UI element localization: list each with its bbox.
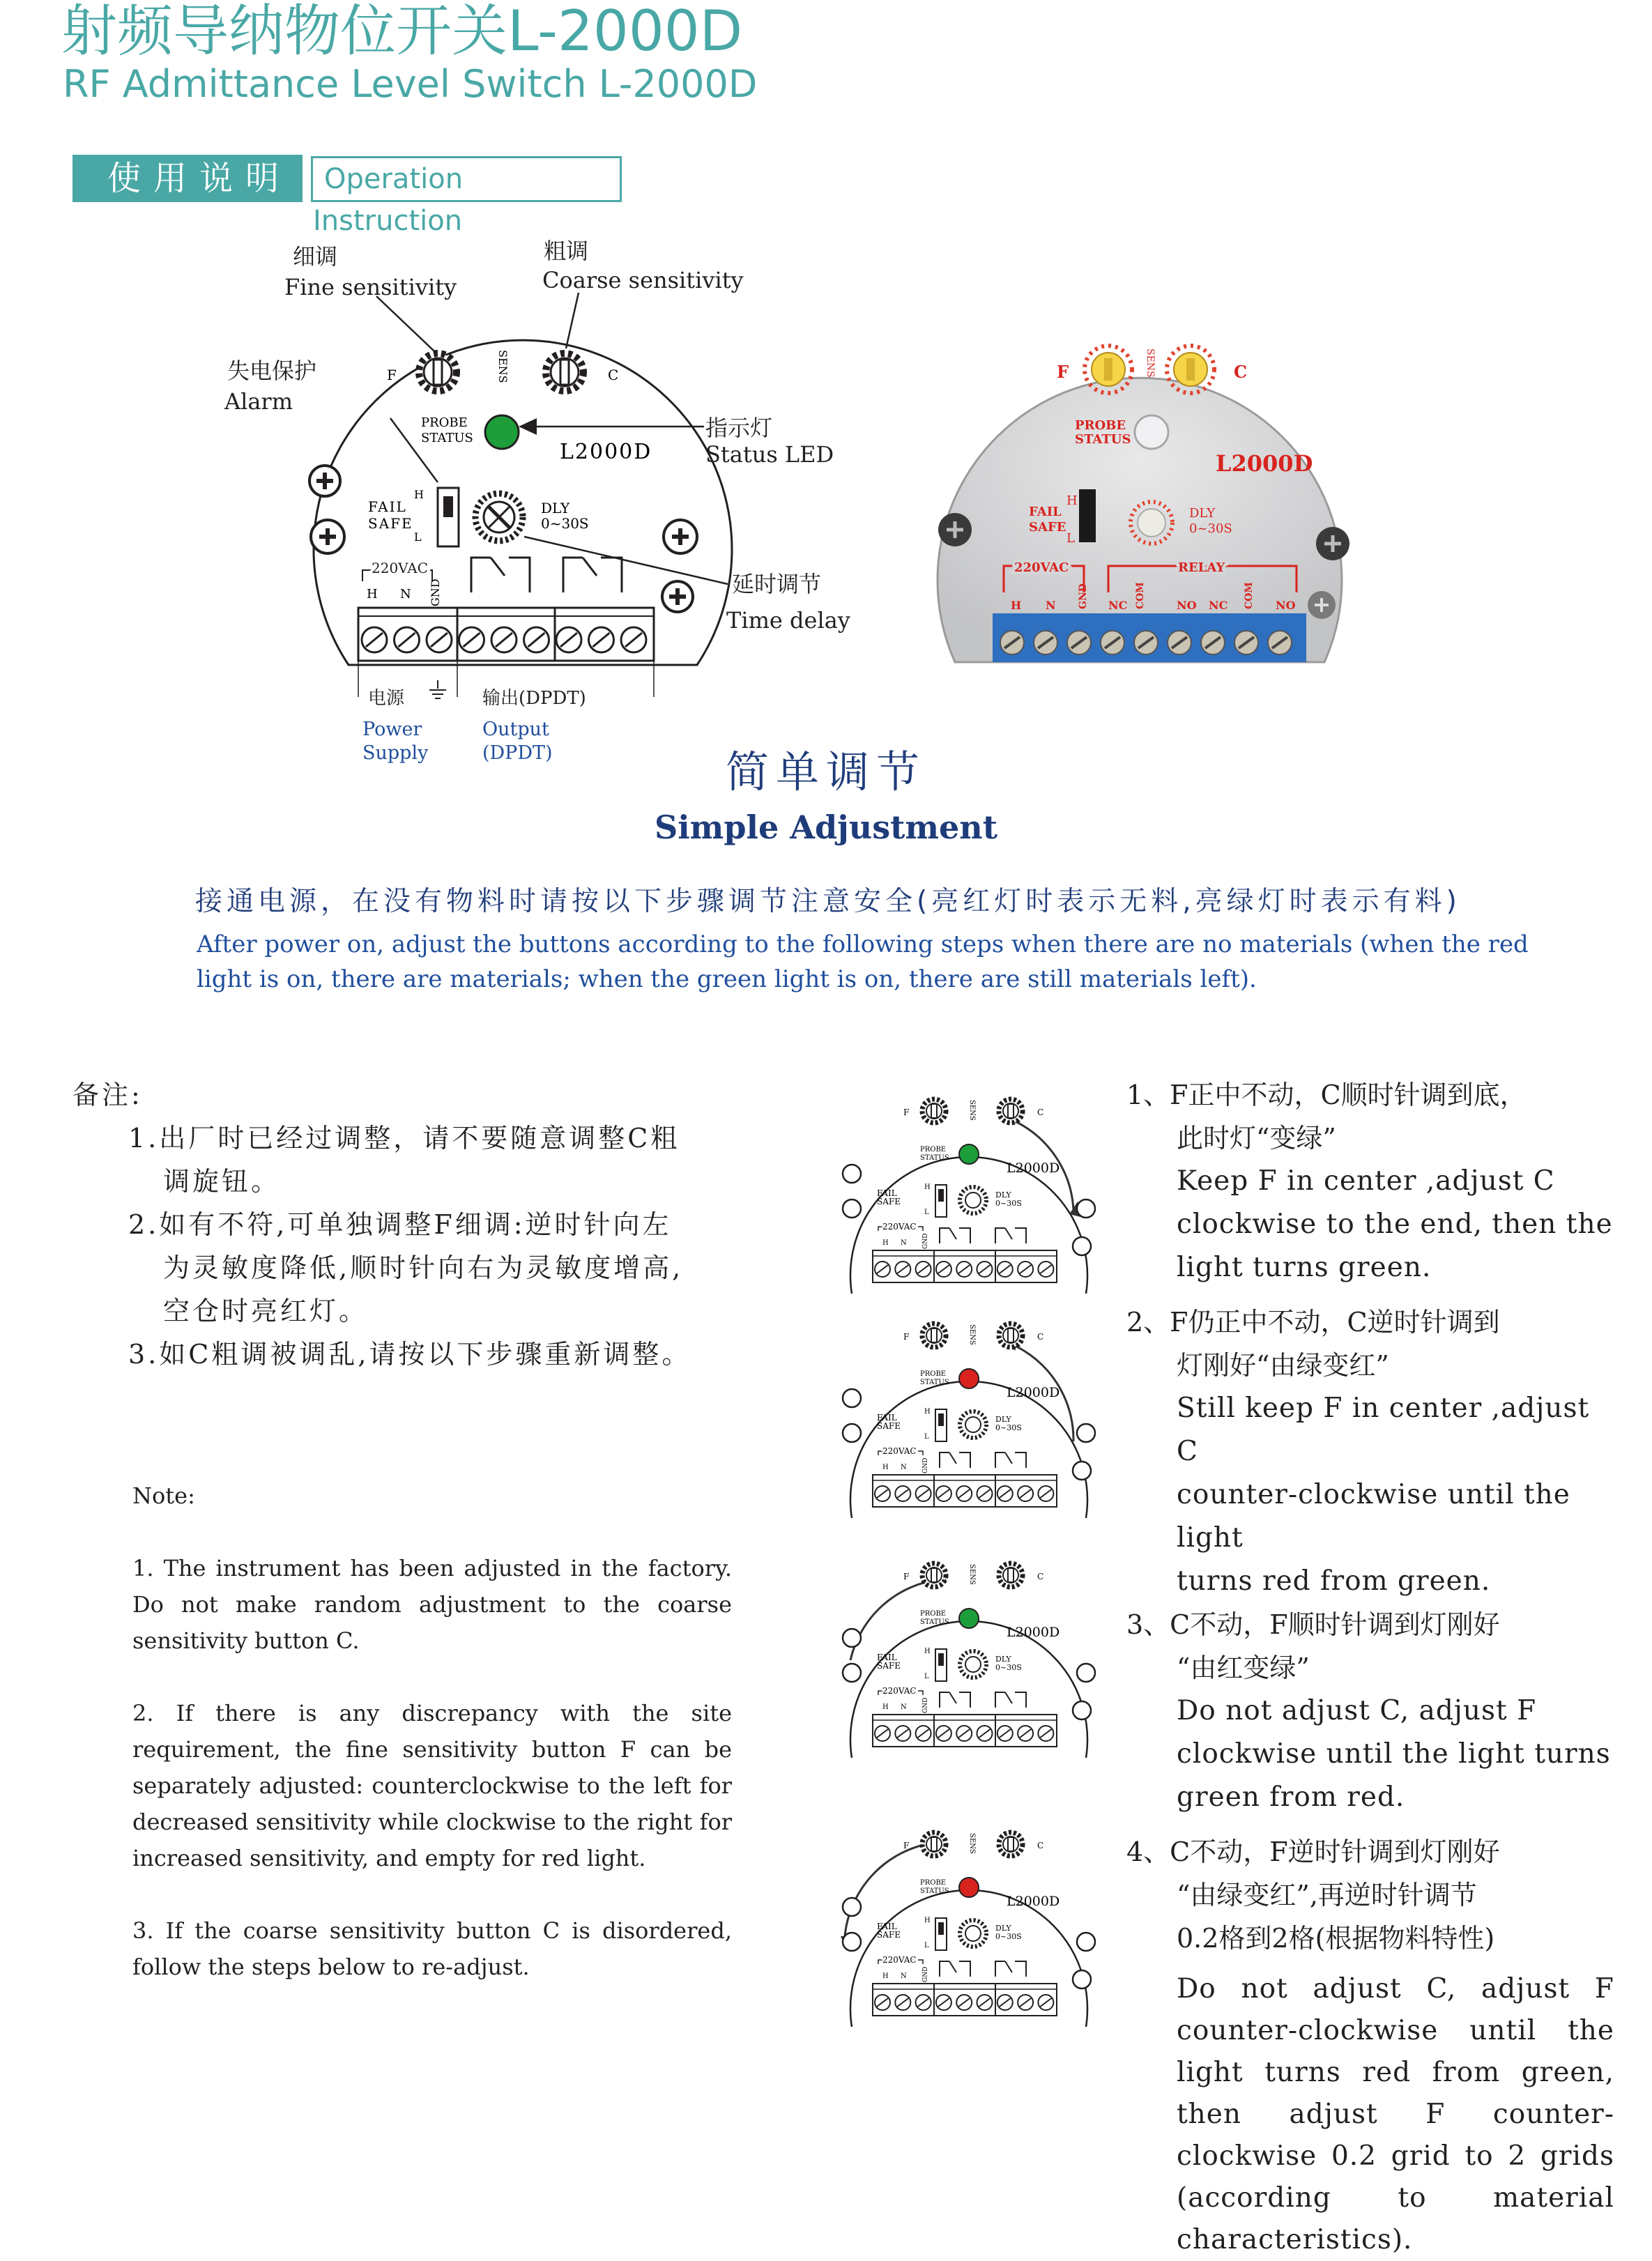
step4-cn-c: 0.2格到2格(根据物料特性)	[1177, 1923, 1495, 1954]
steps-column	[1126, 1073, 1614, 2261]
notes-en-head: Note:	[132, 1482, 195, 1509]
step3-cn-b: “由红变绿”	[1177, 1653, 1310, 1683]
photo-sens: SENS	[1145, 348, 1156, 378]
panel-model: L2000D	[560, 440, 652, 464]
svg-text:GND: GND	[922, 1457, 929, 1473]
svg-text:SENS: SENS	[968, 1100, 976, 1121]
svg-text:DLY: DLY	[995, 1924, 1011, 1933]
svg-text:L2000D: L2000D	[1007, 1160, 1060, 1176]
svg-text:L: L	[924, 1673, 929, 1680]
photo-term-gnd: GND	[1078, 583, 1089, 609]
svg-text:L2000D: L2000D	[1007, 1625, 1060, 1640]
simple-title-cn: 简单调节	[725, 746, 926, 797]
panel-sens: SENS	[496, 350, 510, 383]
coarse-knob-icon	[546, 353, 583, 391]
intro-cn: 接通电源，在没有物料时请按以下步骤调节注意安全(亮红灯时表示无料,亮绿灯时表示有料)	[195, 886, 1461, 917]
led-label-cn: 指示灯	[705, 415, 773, 441]
simple-title-en: Simple Adjustment	[654, 808, 997, 846]
step1-en-c: light turns green.	[1177, 1252, 1432, 1283]
product-photo	[934, 321, 1352, 697]
svg-text:N: N	[901, 1464, 907, 1471]
notes-cn-2c: 空仓时亮红灯。	[163, 1296, 369, 1326]
coarse-label-en: Coarse sensitivity	[542, 267, 744, 293]
panel-status: STATUS	[421, 431, 473, 445]
panel-gnd: GND	[429, 578, 442, 606]
notes-cn-1b: 调旋钮。	[163, 1166, 281, 1197]
svg-text:STATUS: STATUS	[920, 1379, 949, 1386]
step1-en-b: clockwise to the end, then the	[1177, 1209, 1613, 1240]
svg-text:STATUS: STATUS	[920, 1887, 949, 1895]
panel-h: H	[414, 488, 424, 501]
svg-text:0~30S: 0~30S	[995, 1663, 1022, 1672]
step2-en-a: Still keep F in center ,adjust C	[1177, 1393, 1590, 1467]
photo-term-com2: COM	[1244, 582, 1255, 609]
panel-probe: PROBE	[421, 415, 468, 430]
svg-text:STATUS: STATUS	[920, 1618, 949, 1626]
photo-term-h: H	[1011, 599, 1022, 612]
notes-cn-head: 备注:	[72, 1080, 143, 1110]
photo-f: F	[1057, 362, 1069, 382]
svg-text:F: F	[903, 1841, 910, 1850]
photo-term-nc2: NC	[1209, 599, 1228, 612]
svg-text:H: H	[924, 1917, 931, 1924]
coarse-label-cn: 粗调	[544, 238, 589, 264]
svg-text:DLY: DLY	[995, 1190, 1011, 1200]
step3-en-b: clockwise until the light turns	[1177, 1738, 1611, 1770]
svg-text:H: H	[882, 1703, 889, 1711]
page-subtitle: RF Admittance Level Switch L-2000D	[63, 62, 758, 106]
photo-term-no: NO	[1177, 599, 1197, 612]
svg-text:0~30S: 0~30S	[995, 1423, 1022, 1432]
panel-vac: 220VAC	[372, 560, 429, 576]
status-led-icon	[959, 1369, 979, 1388]
section-title-cn: 使用说明	[72, 155, 303, 202]
photo-model: L2000D	[1216, 450, 1313, 477]
svg-text:GND: GND	[922, 1697, 929, 1713]
step2-cn-a: 2、F仍正中不动，C逆时针调到	[1126, 1307, 1500, 1338]
svg-text:N: N	[901, 1703, 907, 1711]
svg-text:FAIL: FAIL	[877, 1188, 897, 1198]
step3-en-c: green from red.	[1177, 1781, 1405, 1813]
svg-text:C: C	[1037, 1107, 1044, 1117]
svg-text:PROBE: PROBE	[920, 1610, 947, 1618]
svg-text:SAFE: SAFE	[877, 1197, 901, 1206]
step3-cn-a: 3、C不动，F顺时针调到灯刚好	[1126, 1609, 1500, 1640]
svg-text:H: H	[882, 1239, 889, 1247]
status-led-icon	[959, 1609, 979, 1628]
panel-fail: FAIL	[368, 498, 407, 515]
output-label-cn: 输出(DPDT)	[482, 688, 586, 709]
svg-text:F: F	[903, 1332, 910, 1342]
svg-text:SAFE: SAFE	[877, 1930, 901, 1940]
photo-h: H	[1066, 493, 1078, 508]
photo-term-nc: NC	[1108, 599, 1128, 612]
svg-text:SENS: SENS	[968, 1324, 976, 1345]
photo-c: C	[1234, 362, 1248, 382]
svg-text:SAFE: SAFE	[877, 1661, 901, 1671]
panel-line-diagram	[279, 279, 871, 711]
step4-en: Do not adjust C, adjust F counter-clockwise until the light turns red from green, then adjust F counter-clockwise 0.2 grid to 2 grids (according to material characteristics).	[1177, 1973, 1614, 2255]
step1-en-a: Keep F in center ,adjust C	[1177, 1165, 1555, 1197]
svg-text:H: H	[924, 1183, 931, 1191]
svg-text:L: L	[924, 1209, 929, 1216]
svg-text:DLY: DLY	[995, 1415, 1011, 1424]
panel-f: F	[387, 367, 397, 383]
notes-en	[132, 1478, 732, 2021]
svg-text:STATUS: STATUS	[920, 1154, 949, 1162]
svg-text:PROBE: PROBE	[920, 1146, 947, 1154]
step1-cn-a: 1、F正中不动，C顺时针调到底，	[1126, 1080, 1527, 1110]
svg-text:220VAC: 220VAC	[882, 1222, 917, 1232]
step2-cn-b: 灯刚好“由绿变红”	[1177, 1350, 1389, 1381]
notes-cn-3: 3.如C粗调被调乱,请按以下步骤重新调整。	[128, 1339, 691, 1370]
panel-dly-range: 0~30S	[541, 515, 589, 532]
step4-cn-a: 4、C不动，F逆时针调到灯刚好	[1126, 1837, 1500, 1867]
svg-text:H: H	[882, 1972, 889, 1980]
photo-relay: RELAY	[1178, 560, 1225, 575]
photo-safe: SAFE	[1029, 520, 1066, 535]
svg-text:220VAC: 220VAC	[882, 1955, 917, 1965]
notes-en-1: 1. The instrument has been adjusted in the factory. Do not make random adjustment to the coarse sensitivity button C.	[132, 1555, 732, 1654]
svg-text:H: H	[924, 1648, 931, 1655]
delay-label-en: Time delay	[726, 607, 850, 634]
panel-dly: DLY	[541, 500, 570, 516]
step2-en-c: turns red from green.	[1177, 1565, 1491, 1597]
photo-term-n: N	[1046, 599, 1056, 612]
status-led-icon	[959, 1878, 979, 1897]
svg-text:H: H	[924, 1408, 931, 1416]
delay-knob-icon	[475, 493, 523, 541]
svg-text:L2000D: L2000D	[1007, 1894, 1060, 1909]
step-1-panel	[836, 1084, 1101, 1294]
svg-text:220VAC: 220VAC	[882, 1446, 917, 1456]
step-3-panel	[836, 1549, 1101, 1758]
step-4-panel	[836, 1818, 1101, 2027]
svg-text:PROBE: PROBE	[920, 1370, 947, 1378]
status-led-icon	[959, 1144, 979, 1164]
svg-text:H: H	[882, 1464, 889, 1471]
status-led-icon	[1135, 415, 1168, 449]
step-2-panel	[836, 1309, 1101, 1518]
photo-fail: FAIL	[1029, 505, 1062, 519]
photo-dly-range: 0~30S	[1189, 521, 1232, 536]
svg-text:FAIL: FAIL	[877, 1653, 897, 1662]
svg-text:PROBE: PROBE	[920, 1879, 947, 1887]
output-label-en: Output (DPDT)	[482, 719, 553, 764]
delay-label-cn: 延时调节	[732, 571, 822, 597]
section-title-en: Operation Instruction	[311, 156, 622, 202]
photo-dly: DLY	[1189, 506, 1216, 521]
intro-en: After power on, adjust the buttons according to the following steps when there are no materials (when the red light is on, there are materials; when the green light is on, there are still materials left).	[197, 930, 1529, 993]
svg-text:N: N	[901, 1972, 907, 1980]
svg-text:SAFE: SAFE	[877, 1421, 901, 1431]
page-title: 射频导纳物位开关L-2000D	[61, 0, 743, 63]
status-led-icon	[485, 415, 519, 449]
led-label-en: Status LED	[705, 441, 834, 468]
svg-text:0~30S: 0~30S	[995, 1932, 1022, 1941]
svg-text:L: L	[924, 1433, 929, 1441]
svg-text:L2000D: L2000D	[1007, 1385, 1060, 1400]
notes-en-2: 2. If there is any discrepancy with the site requirement, the fine sensitivity button F can be separately adjusted: counterclockwise to the left for decreased sensitivity while clockwise to the right for increased sensitivity, and empty for red light.	[132, 1700, 732, 1871]
svg-text:GND: GND	[922, 1966, 929, 1982]
alarm-label-en: Alarm	[224, 388, 293, 415]
svg-text:L: L	[924, 1942, 929, 1949]
photo-term-com: COM	[1135, 582, 1146, 609]
step3-en-a: Do not adjust C, adjust F	[1177, 1695, 1537, 1726]
svg-text:F: F	[903, 1107, 910, 1117]
svg-text:GND: GND	[922, 1233, 929, 1249]
svg-text:SENS: SENS	[968, 1833, 976, 1854]
power-label-en: Power Supply	[362, 719, 429, 764]
fine-label-en: Fine sensitivity	[284, 274, 457, 300]
photo-status: STATUS	[1075, 432, 1131, 447]
step4-cn-b: “由绿变红”,再逆时针调节	[1177, 1880, 1477, 1910]
step2-en-b: counter-clockwise until the light	[1177, 1479, 1570, 1554]
notes-cn	[72, 1073, 756, 1376]
svg-text:F: F	[903, 1572, 910, 1581]
panel-c: C	[608, 367, 619, 383]
notes-cn-1a: 1.出厂时已经过调整，请不要随意调整C粗	[128, 1123, 680, 1154]
notes-cn-2a: 2.如有不符,可单独调整F细调:逆时针向左	[128, 1209, 672, 1240]
photo-vac: 220VAC	[1014, 560, 1069, 575]
svg-text:N: N	[901, 1239, 907, 1247]
svg-text:0~30S: 0~30S	[995, 1199, 1022, 1208]
svg-text:DLY: DLY	[995, 1655, 1011, 1664]
photo-probe: PROBE	[1075, 418, 1126, 433]
panel-terminal-n: N	[400, 587, 411, 601]
alarm-label-cn: 失电保护	[227, 358, 317, 384]
step1-cn-b: 此时灯“变绿”	[1177, 1123, 1336, 1154]
panel-terminal-h: H	[367, 587, 378, 601]
panel-l: L	[414, 530, 422, 544]
notes-en-3: 3. If the coarse sensitivity button C is disordered, follow the steps below to re-adjust.	[132, 1917, 732, 1980]
svg-text:C: C	[1037, 1572, 1044, 1581]
svg-text:SENS: SENS	[968, 1564, 976, 1585]
svg-text:FAIL: FAIL	[877, 1413, 897, 1423]
svg-text:C: C	[1037, 1841, 1044, 1850]
svg-text:FAIL: FAIL	[877, 1922, 897, 1931]
fine-label-cn: 细调	[293, 243, 338, 270]
fine-knob-icon	[419, 353, 457, 391]
power-label-cn: 电源	[368, 688, 405, 709]
photo-l: L	[1066, 531, 1075, 546]
panel-safe: SAFE	[368, 515, 413, 532]
svg-text:220VAC: 220VAC	[882, 1686, 917, 1696]
fail-safe-switch-icon	[1079, 489, 1096, 542]
photo-term-no2: NO	[1276, 599, 1296, 612]
svg-text:C: C	[1037, 1332, 1044, 1342]
notes-cn-2b: 为灵敏度降低,顺时针向右为灵敏度增高,	[163, 1252, 684, 1283]
